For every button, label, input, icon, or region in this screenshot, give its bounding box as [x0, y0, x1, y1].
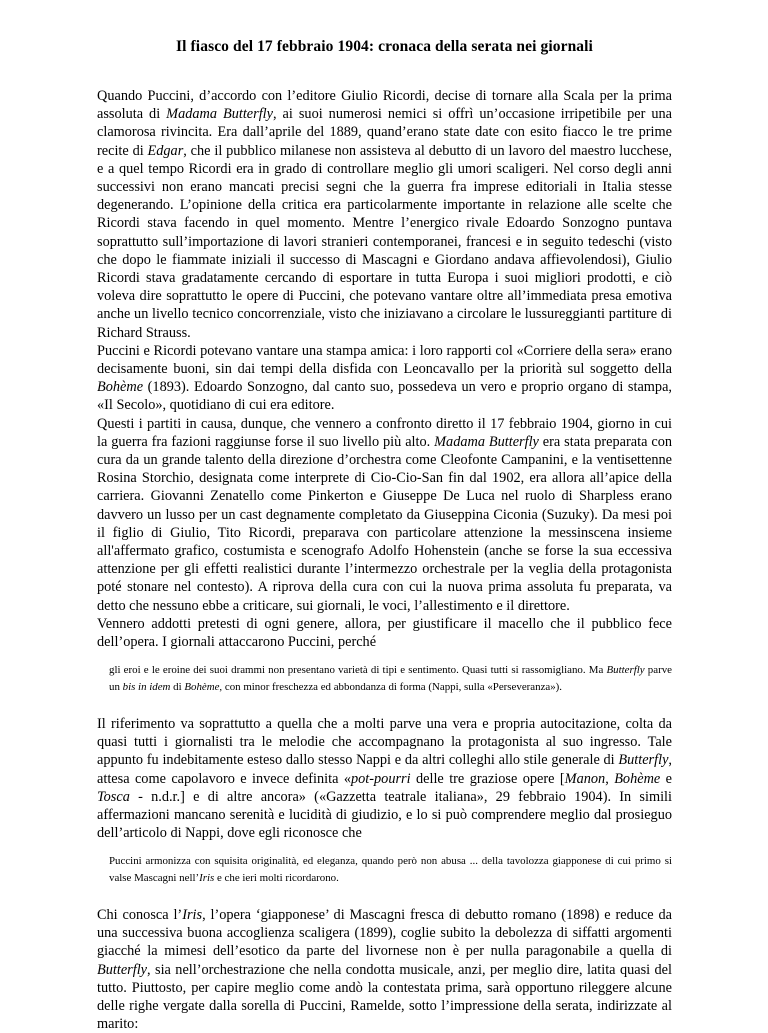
document-body: [97, 87, 672, 1033]
paragraph-5: Il riferimento va soprattutto a quella che a molti parve una vera e propria autocitazione, colta da quasi tutti i giornalisti tra le melodie che accompagnano la protagonista al suo ingresso. Tale appunto fu indebitamente esteso dallo stesso Nappi e da altri colleghi allo stile generale di Butterfly, attesa come capolavoro e invece definita «pot-pourri delle tre graziose opere [Manon, Bohème e Tosca - n.d.r.] e di altre ancora» («Gazzetta teatrale italiana», 29 febbraio 1904). In simili affermazioni mancano serenità e lucidità di giudizio, e lo si può comprendere meglio dal prosieguo dell’articolo di Nappi, dove egli riconosce che: [97, 715, 672, 842]
block-quote-1: [97, 662, 672, 695]
paragraph-4: Vennero addotti pretesti di ogni genere, allora, per giustificare il macello che il pubblico fece dell’opera. I giornali attaccarono Puccini, perché: [97, 615, 672, 651]
paragraph-6: Chi conosca l’Iris, l’opera ‘giapponese’ di Mascagni fresca di debutto romano (1898) e reduce da una successiva buona accoglienza scaligera (1899), coglie subito la debolezza di siffatti argomenti giacché la mimesi dell’esotico da parte del livornese non è per nulla paragonabile a quella di Butterfly, sia nell’orchestrazione che nella condotta musicale, anzi, per meglio dire, latita quasi del tutto. Piuttosto, per capire meglio come andò la contestata prima, sarà opportuno rileggere alcune delle righe vergate dalla sorella di Puccini, Ramelde, sotto l’impressione della serata, indirizzate al marito:: [97, 906, 672, 1033]
quote-2-text: Puccini armonizza con squisita originalità, ed eleganza, quando però non abusa ... della tavolozza giapponese di cui primo si valse Mascagni nell’Iris e che ieri molti ricordarono.: [109, 855, 672, 884]
document-title: Il fiasco del 17 febbraio 1904: cronaca della serata nei giornali: [176, 38, 593, 55]
block-quote-2: [97, 853, 672, 886]
paragraph-3: Questi i partiti in causa, dunque, che vennero a confronto diretto il 17 febbraio 1904, giorno in cui la guerra fra fazioni raggiunse forse il suo livello più alto. Madama Butterfly era stata preparata con cura da un grande talento della direzione d’orchestra come Cleofonte Campanini, e la ventisettenne Rosina Storchio, designata come interprete di Cio-Cio-San fin dal 1902, era allora all’apice della carriera. Giovanni Zenatello come Pinkerton e Giuseppe De Luca nel ruolo di Sharpless erano davvero un lusso per un cast degnamente completato da Giuseppina Ciconia (Suzuky). Da mesi poi il figlio di Giulio, Tito Ricordi, preparava con particolare attenzione la messinscena insieme all'affermato grafico, costumista e scenografo Adolfo Hohenstein (anche se forse la sua eccessiva attenzione per gli effetti realistici durante l’intermezzo orchestrale per la veglia della protagonista poté stonare nel contesto). A riprova della cura con cui la nuova prima assoluta fu preparata, va detto che nessuno ebbe a criticare, sui giornali, le voci, l’allestimento e il direttore.: [97, 415, 672, 614]
paragraph-1: Quando Puccini, d’accordo con l’editore Giulio Ricordi, decise di tornare alla Scala per la prima assoluta di Madama Butterfly, ai suoi numerosi nemici si offrì un’occasione irripetibile per una clamorosa rivincita. Era dall’aprile del 1889, quand’erano state date con esito fiacco le tre prime recite di Edgar, che il pubblico milanese non assisteva al debutto di un lavoro del maestro lucchese, e a quel tempo Ricordi era in grado di controllare meglio gli umori scaligeri. Nel corso degli anni successivi non erano mancati precisi segni che la guerra fra imprese editoriali in Italia stesse degenerando. L’opinione della critica era particolarmente importante in relazione alle scelte che Ricordi stava facendo in quel momento. Mentre l’energico rivale Edoardo Sonzogno puntava soprattutto sull’importazione di lavori stranieri contemporanei, francesi e in seguito tedeschi (visto che dopo le fiammate iniziali il successo di Mascagni e Giordano andava affievolendosi), Giulio Ricordi stava gradatamente cercando di esportare in tutta Europa i suoi migliori prodotti, e ciò voleva dire soprattutto le opere di Puccini, che potevano vantare oltre all’immediata presa emotiva anche un livello tecnico concorrenziale, visto che iniziavano a circolare le lussureggianti partiture di Richard Strauss.: [97, 88, 673, 341]
quote-1-text: gli eroi e le eroine dei suoi drammi non presentano varietà di tipi e sentimento. Quasi tutti si rassomigliano. Ma Butterfly parve un bis in idem di Bohème, con minor freschezza ed abbondanza di forma (Nappi, sulla «Perseveranza»).: [109, 664, 672, 693]
paragraph-2: Puccini e Ricordi potevano vantare una stampa amica: i loro rapporti col «Corriere della sera» erano decisamente buoni, sin dai tempi della disfida con Leoncavallo per la priorità sul soggetto della Bohème (1893). Edoardo Sonzogno, dal canto suo, possedeva un vero e proprio organo di stampa, «Il Secolo», quotidiano di cui era editore.: [97, 342, 672, 414]
